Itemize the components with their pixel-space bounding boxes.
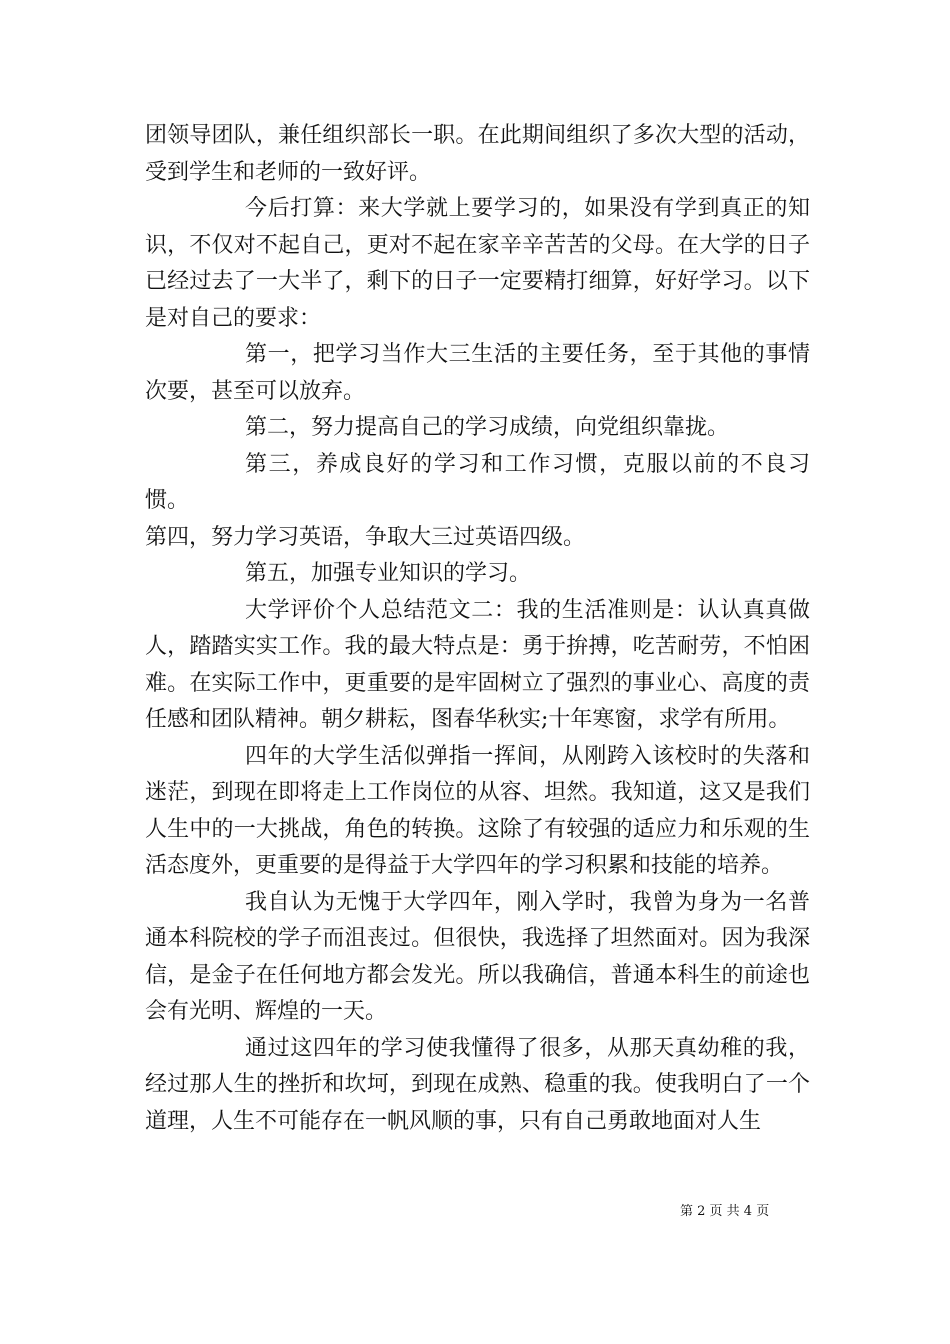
- paragraph: 团领导团队，兼任组织部长一职。在此期间组织了多次大型的活动，受到学生和老师的一致好评。: [145, 123, 810, 185]
- paragraph: 通过这四年的学习使我懂得了很多，从那天真幼稚的我，经过那人生的挫折和坎坷，到现在成熟、稳重的我。使我明白了一个道理，人生不可能存在一帆风顺的事，只有自己勇敢地面对人生: [145, 1035, 810, 1134]
- paragraph: 第五，加强专业知识的学习。: [245, 561, 532, 586]
- document-body: [145, 118, 810, 1140]
- paragraph: 四年的大学生活似弹指一挥间，从刚跨入该校时的失落和迷茫，到现在即将走上工作岗位的从容、坦然。我知道，这又是我们人生中的一大挑战，角色的转换。这除了有较强的适应力和乐观的生活态度外，更重要的是得益于大学四年的学习积累和技能的培养。: [145, 743, 810, 878]
- paragraph: 第一，把学习当作大三生活的主要任务，至于其他的事情次要，甚至可以放弃。: [145, 342, 810, 404]
- paragraph: 大学评价个人总结范文二：我的生活准则是：认认真真做人，踏踏实实工作。我的最大特点是：勇于拚搏，吃苦耐劳，不怕困难。在实际工作中，更重要的是牢固树立了强烈的事业心、高度的责任感和团队精神。朝夕耕耘，图春华秋实;十年寒窗，求学有所用。: [145, 597, 810, 732]
- paragraph: 第四，努力学习英语，争取大三过英语四级。: [145, 524, 586, 550]
- paragraph: 今后打算：来大学就上要学习的，如果没有学到真正的知识，不仅对不起自己，更对不起在家辛辛苦苦的父母。在大学的日子已经过去了一大半了，剩下的日子一定要精打细算，好好学习。以下是对自己的要求：: [145, 196, 810, 331]
- paragraph: 第二，努力提高自己的学习成绩，向党组织靠拢。: [245, 415, 730, 440]
- page-number: 第 2 页 共 4 页: [680, 1204, 770, 1219]
- paragraph: 我自认为无愧于大学四年，刚入学时，我曾为身为一名普通本科院校的学子而沮丧过。但很快，我选择了坦然面对。因为我深信，是金子在任何地方都会发光。所以我确信，普通本科生的前途也会有光明、辉煌的一天。: [145, 889, 810, 1024]
- paragraph: 第三，养成良好的学习和工作习惯，克服以前的不良习惯。: [145, 451, 810, 513]
